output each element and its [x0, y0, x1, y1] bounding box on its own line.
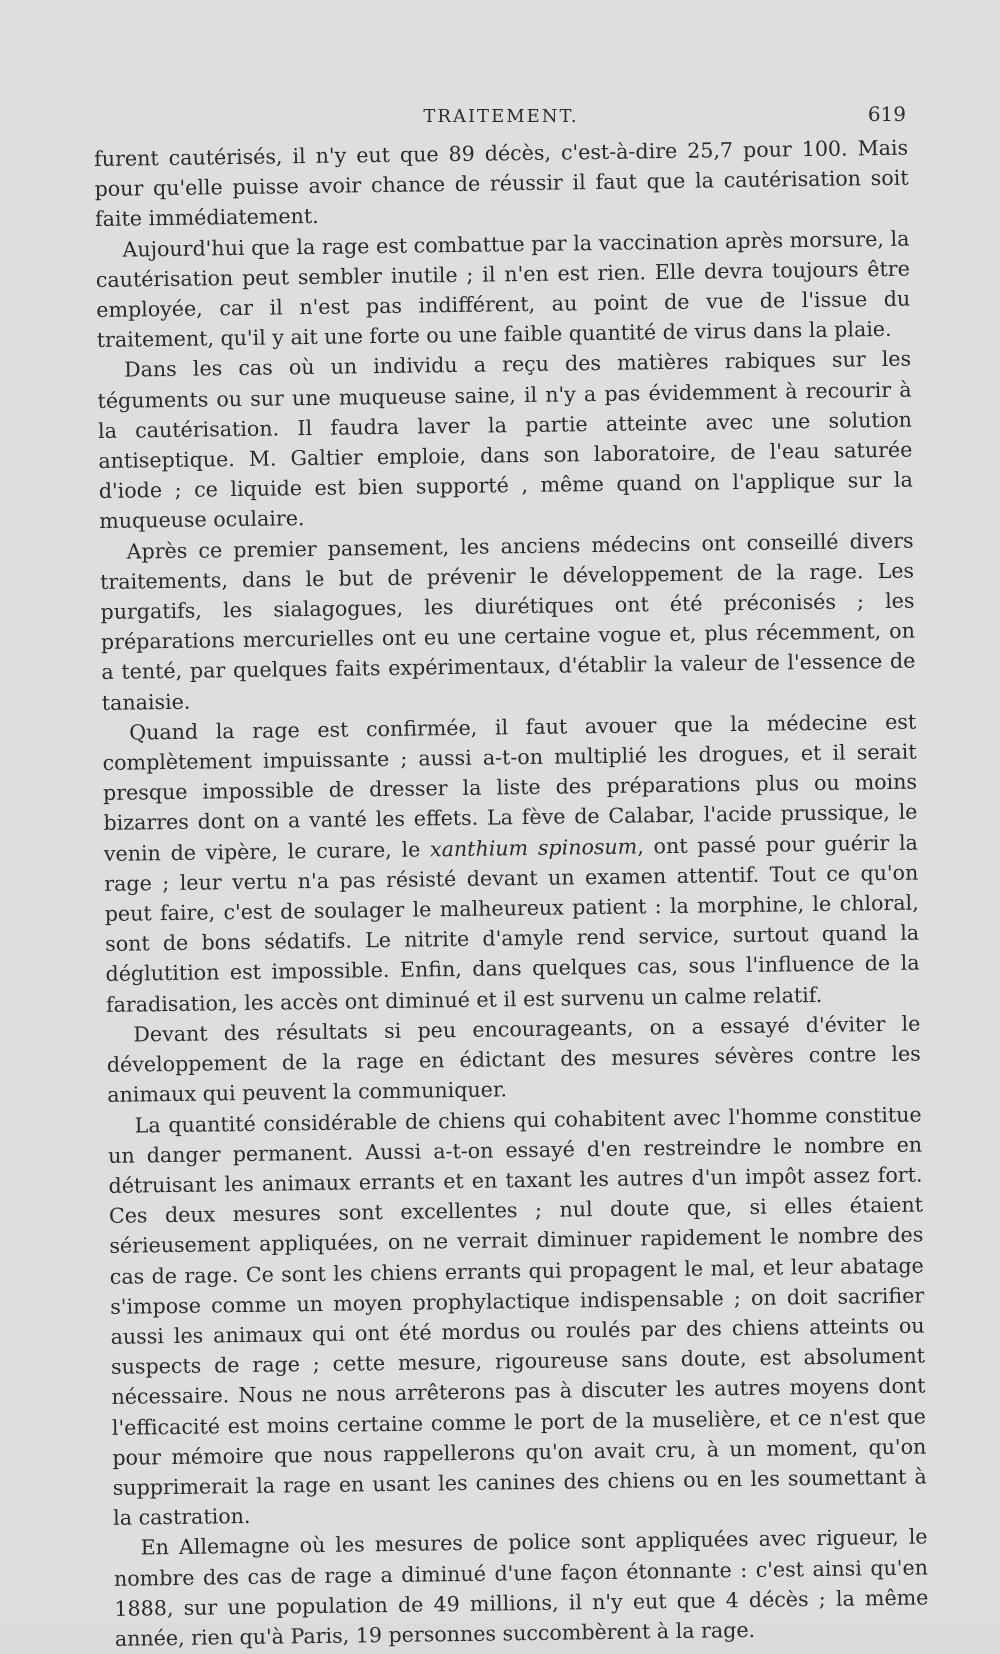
body-text: [94, 133, 929, 1654]
running-title: TRAITEMENT.: [423, 106, 579, 127]
running-head: [96, 102, 906, 134]
paragraph-7: La quantité considérable de chiens qui cohabitent avec l'homme constitue un danger permanent. Aussi a-t-on essayé d'en restreindre le nombre en détruisant les animaux errants et en taxant les autres d'un impôt assez fort. Ces deux mesures sont excellentes ; nul doute que, si elles étaient sérieusement appliquées, on ne verrait diminuer rapidement le nombre des cas de rage. Ce sont les chiens errants qui propagent le mal, et leur abatage s'impose comme un moyen prophylactique indispensable ; on doit sacrifier aussi les animaux qui ont été mordus ou roulés par des chiens atteints ou suspects de rage ; cette mesure, rigoureuse sans doute, est absolument nécessaire. Nous ne nous arrêterons pas à discuter les autres moyens dont l'efficacité est moins certaine comme le port de la muselière, et ce n'est que pour mémoire que nous rappellerons qu'on avait cru, à un moment, qu'on supprimerait la rage en usant les canines des chiens ou en les soumettant à la castration.: [107, 1102, 927, 1531]
paragraph-8: En Allemagne où les mesures de police sont appliquées avec rigueur, le nombre des cas de rage a diminué d'une façon étonnante : c'est ainsi qu'en 1888, sur une population de 49 millions, il n'y eut que 4 décès ; la même année, rien qu'à Paris, 19 personnes succombèrent à la rage.: [113, 1524, 929, 1651]
paragraph-5-part-2: , ont passé pour guérir la rage ; leur vertu n'a pas résisté devant un examen attentif. Tout ce qu'on peut faire, c'est de soulager le malheureux patient : la morphine, le chloral, sont de bons sédatifs. Le nitrite d'amyle rend service, surtout quand la déglutition est impossible. Enfin, dans quelques cas, sous l'influence de la faradisation, les accès ont diminué et il est survenu un calme relatif.: [104, 830, 920, 1017]
paragraph-3: Dans les cas où un individu a reçu des matières rabiques sur les téguments ou sur une muqueuse saine, il n'y a pas évidemment à recourir à la cautérisation. Il faudra laver la partie atteinte avec une solution antiseptique. M. Galtier emploie, dans son laboratoire, de l'eau saturée d'iode ; ce liquide est bien supporté , même quand on l'applique sur la muqueuse oculaire.: [97, 347, 913, 534]
italic-term: xanthium spinosum: [429, 834, 638, 862]
paragraph-4: Après ce premier pansement, les anciens médecins ont conseillé divers traitements, dans le but de prévenir le développement de la rage. Les purgatifs, les sialagogues, les diurétiques ont été préconisés ; les préparations mercurielles ont eu une certaine vogue et, plus récemment, on a tenté, par quelques faits expérimentaux, d'établir la valeur de l'essence de tanaisie.: [99, 528, 916, 715]
paragraph-1: furent cautérisés, il n'y eut que 89 décès, c'est-à-dire 25,7 pour 100. Mais pour qu'elle puisse avoir chance de réussir il faut que la cautérisation soit faite immédiatement.: [94, 135, 909, 232]
page-number: 619: [867, 102, 906, 126]
paragraph-6: Devant des résultats si peu encourageants, on a essayé d'éviter le développement de la rage en édictant des mesures sévères contre les animaux qui peuvent la communiquer.: [106, 1011, 921, 1108]
paragraph-2: Aujourd'hui que la rage est combattue par la vaccination après morsure, la cautérisation peut sembler inutile ; il n'en est rien. Elle devra toujours être employée, car il n'est pas indifférent, au point de vue de l'issue du traitement, qu'il y ait une forte ou une faible quantité de virus dans la plaie.: [95, 226, 911, 353]
paragraph-5: [102, 706, 920, 1019]
paragraph-5-part-1: Quand la rage est confirmée, il faut avouer que la médecine est complètement impuissante ; aussi a-t-on multiplié les drogues, et il serait presque impossible de dresser la liste des préparations plus ou moins bizarres dont on a vanté les effets. La fève de Calabar, l'acide prussique, le venin de vipère, le curare, le: [102, 709, 918, 866]
